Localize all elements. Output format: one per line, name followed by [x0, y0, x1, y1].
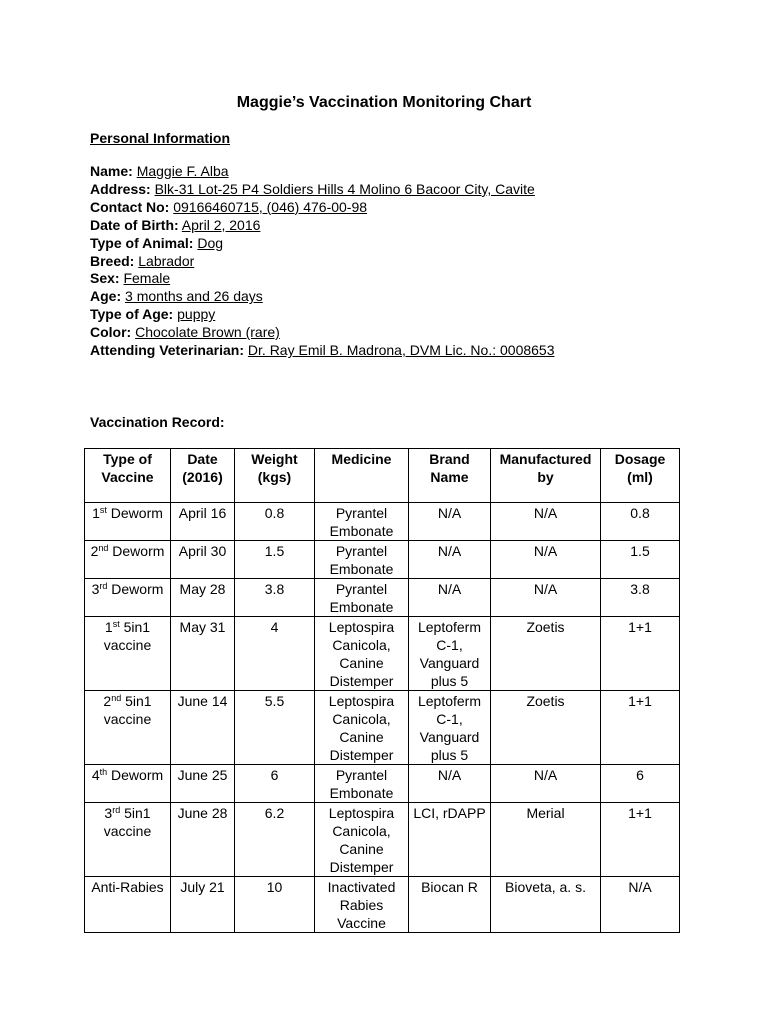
info-value: puppy [177, 306, 216, 323]
ordinal-number: 3 [104, 805, 113, 821]
info-label: Breed: [90, 252, 135, 269]
medicine-cell: Leptospira Canicola, Canine Distemper [315, 691, 409, 765]
info-row-breed [90, 253, 555, 271]
weight-cell: 3.8 [235, 579, 315, 617]
vaccine-type-cell [85, 579, 171, 617]
personal-info-list [90, 163, 555, 360]
table-body [85, 503, 680, 933]
date-cell: April 16 [171, 503, 235, 541]
info-row-veterinarian [90, 342, 555, 360]
weight-cell: 5.5 [235, 691, 315, 765]
dosage-cell: 3.8 [601, 579, 680, 617]
dosage-cell: 1+1 [601, 803, 680, 877]
manufacturer-cell: N/A [491, 541, 601, 579]
dosage-cell: 6 [601, 765, 680, 803]
info-value: Dr. Ray Emil B. Madrona, DVM Lic. No.: 0008653 [247, 342, 555, 359]
info-row-age-type [90, 306, 555, 324]
medicine-cell: Inactivated Rabies Vaccine [315, 877, 409, 933]
ordinal-number: 2 [103, 693, 112, 709]
brand-cell: N/A [409, 503, 491, 541]
manufacturer-cell: Zoetis [491, 617, 601, 691]
brand-cell: N/A [409, 579, 491, 617]
weight-cell: 6 [235, 765, 315, 803]
vaccine-type-cell [85, 803, 171, 877]
weight-cell: 10 [235, 877, 315, 933]
info-value: April 2, 2016 [181, 216, 261, 233]
info-value: 09166460715, (046) 476-00-98 [173, 198, 368, 215]
ordinal-number: 4 [91, 767, 100, 783]
table-row [85, 691, 680, 765]
info-label: Contact No: [90, 198, 170, 215]
ordinal-number: 2 [90, 543, 99, 559]
dosage-cell: N/A [601, 877, 680, 933]
dosage-cell: 1+1 [601, 617, 680, 691]
column-header: Manufactured by [491, 449, 601, 503]
brand-cell: N/A [409, 541, 491, 579]
weight-cell: 6.2 [235, 803, 315, 877]
weight-cell: 0.8 [235, 503, 315, 541]
weight-cell: 4 [235, 617, 315, 691]
info-row-animal-type [90, 235, 555, 253]
vaccine-type-text: 5in1 vaccine [103, 805, 152, 839]
brand-cell: LCI, rDAPP [409, 803, 491, 877]
ordinal-suffix: st [99, 505, 107, 515]
vaccine-type-text: 5in1 vaccine [103, 693, 152, 727]
table-row [85, 579, 680, 617]
medicine-cell: Pyrantel Embonate [315, 765, 409, 803]
column-header: Dosage (ml) [601, 449, 680, 503]
date-cell: May 31 [171, 617, 235, 691]
page-title: Maggie’s Vaccination Monitoring Chart [236, 94, 532, 111]
date-cell: June 14 [171, 691, 235, 765]
ordinal-suffix: th [99, 767, 108, 777]
ordinal-number: 1 [104, 619, 113, 635]
info-value: Labrador [138, 252, 195, 269]
info-value: Chocolate Brown (rare) [135, 324, 280, 341]
vaccination-table [84, 448, 680, 933]
table-row [85, 765, 680, 803]
medicine-cell: Pyrantel Embonate [315, 579, 409, 617]
brand-cell: Biocan R [409, 877, 491, 933]
info-value: Maggie F. Alba [136, 163, 229, 179]
ordinal-suffix: st [112, 619, 120, 629]
brand-cell: Leptoferm C-1, Vanguard plus 5 [409, 691, 491, 765]
vaccine-type-cell [85, 877, 171, 933]
column-header: Weight (kgs) [235, 449, 315, 503]
info-value: 3 months and 26 days [125, 288, 263, 305]
vaccine-type-text: 5in1 vaccine [103, 619, 152, 653]
date-cell: June 28 [171, 803, 235, 877]
info-row-address [90, 181, 555, 199]
weight-cell: 1.5 [235, 541, 315, 579]
info-row-contact [90, 199, 555, 217]
column-header: Date (2016) [171, 449, 235, 503]
table-row [85, 803, 680, 877]
info-row-name [90, 163, 555, 181]
ordinal-number: 3 [91, 581, 100, 597]
info-row-birthdate [90, 217, 555, 235]
column-header: Type of Vaccine [85, 449, 171, 503]
vaccine-type-text: Deworm [112, 543, 165, 559]
medicine-cell: Leptospira Canicola, Canine Distemper [315, 803, 409, 877]
info-row-color [90, 324, 555, 342]
info-value: Dog [197, 234, 224, 251]
date-cell: June 25 [171, 765, 235, 803]
vaccine-type-cell [85, 765, 171, 803]
info-label: Color: [90, 324, 132, 341]
dosage-cell: 1+1 [601, 691, 680, 765]
manufacturer-cell: N/A [491, 503, 601, 541]
date-cell: April 30 [171, 541, 235, 579]
vaccination-record-heading: Vaccination Record: [90, 414, 225, 430]
info-label: Sex: [90, 270, 120, 287]
medicine-cell: Pyrantel Embonate [315, 541, 409, 579]
vaccine-type-cell [85, 617, 171, 691]
table-row [85, 541, 680, 579]
brand-cell: N/A [409, 765, 491, 803]
medicine-cell: Leptospira Canicola, Canine Distemper [315, 617, 409, 691]
ordinal-suffix: nd [111, 693, 122, 703]
column-header: Medicine [315, 449, 409, 503]
manufacturer-cell: Zoetis [491, 691, 601, 765]
vaccine-type-cell [85, 541, 171, 579]
personal-info-heading: Personal Information [90, 130, 231, 146]
info-row-age [90, 288, 555, 306]
table-header-row [85, 449, 680, 503]
table-row [85, 877, 680, 933]
table-row [85, 503, 680, 541]
brand-cell: Leptoferm C-1, Vanguard plus 5 [409, 617, 491, 691]
medicine-cell: Pyrantel Embonate [315, 503, 409, 541]
vaccine-type-text: Deworm [110, 505, 163, 521]
info-value: Female [123, 270, 171, 287]
ordinal-suffix: rd [99, 581, 108, 591]
column-header: Brand Name [409, 449, 491, 503]
manufacturer-cell: N/A [491, 765, 601, 803]
vaccine-type-text: Anti-Rabies [91, 879, 164, 895]
info-row-sex [90, 270, 555, 288]
manufacturer-cell: N/A [491, 579, 601, 617]
manufacturer-cell: Bioveta, a. s. [491, 877, 601, 933]
info-label: Attending Veterinarian: [90, 342, 245, 359]
info-label: Type of Animal: [90, 234, 194, 251]
info-label: Date of Birth: [90, 216, 179, 233]
date-cell: May 28 [171, 579, 235, 617]
info-label: Age: [90, 288, 122, 305]
manufacturer-cell: Merial [491, 803, 601, 877]
vaccine-type-cell [85, 691, 171, 765]
ordinal-suffix: rd [112, 805, 121, 815]
ordinal-number: 1 [92, 505, 100, 521]
table-row [85, 617, 680, 691]
info-value: Blk-31 Lot-25 P4 Soldiers Hills 4 Molino 6 Bacoor City, Cavite [154, 180, 535, 197]
vaccine-type-cell [85, 503, 171, 541]
ordinal-suffix: nd [98, 543, 109, 553]
info-label: Type of Age: [90, 306, 174, 323]
date-cell: July 21 [171, 877, 235, 933]
dosage-cell: 0.8 [601, 503, 680, 541]
vaccine-type-text: Deworm [111, 581, 164, 597]
vaccine-type-text: Deworm [111, 767, 164, 783]
dosage-cell: 1.5 [601, 541, 680, 579]
info-label: Address: [90, 180, 151, 197]
info-label: Name: [90, 163, 133, 179]
